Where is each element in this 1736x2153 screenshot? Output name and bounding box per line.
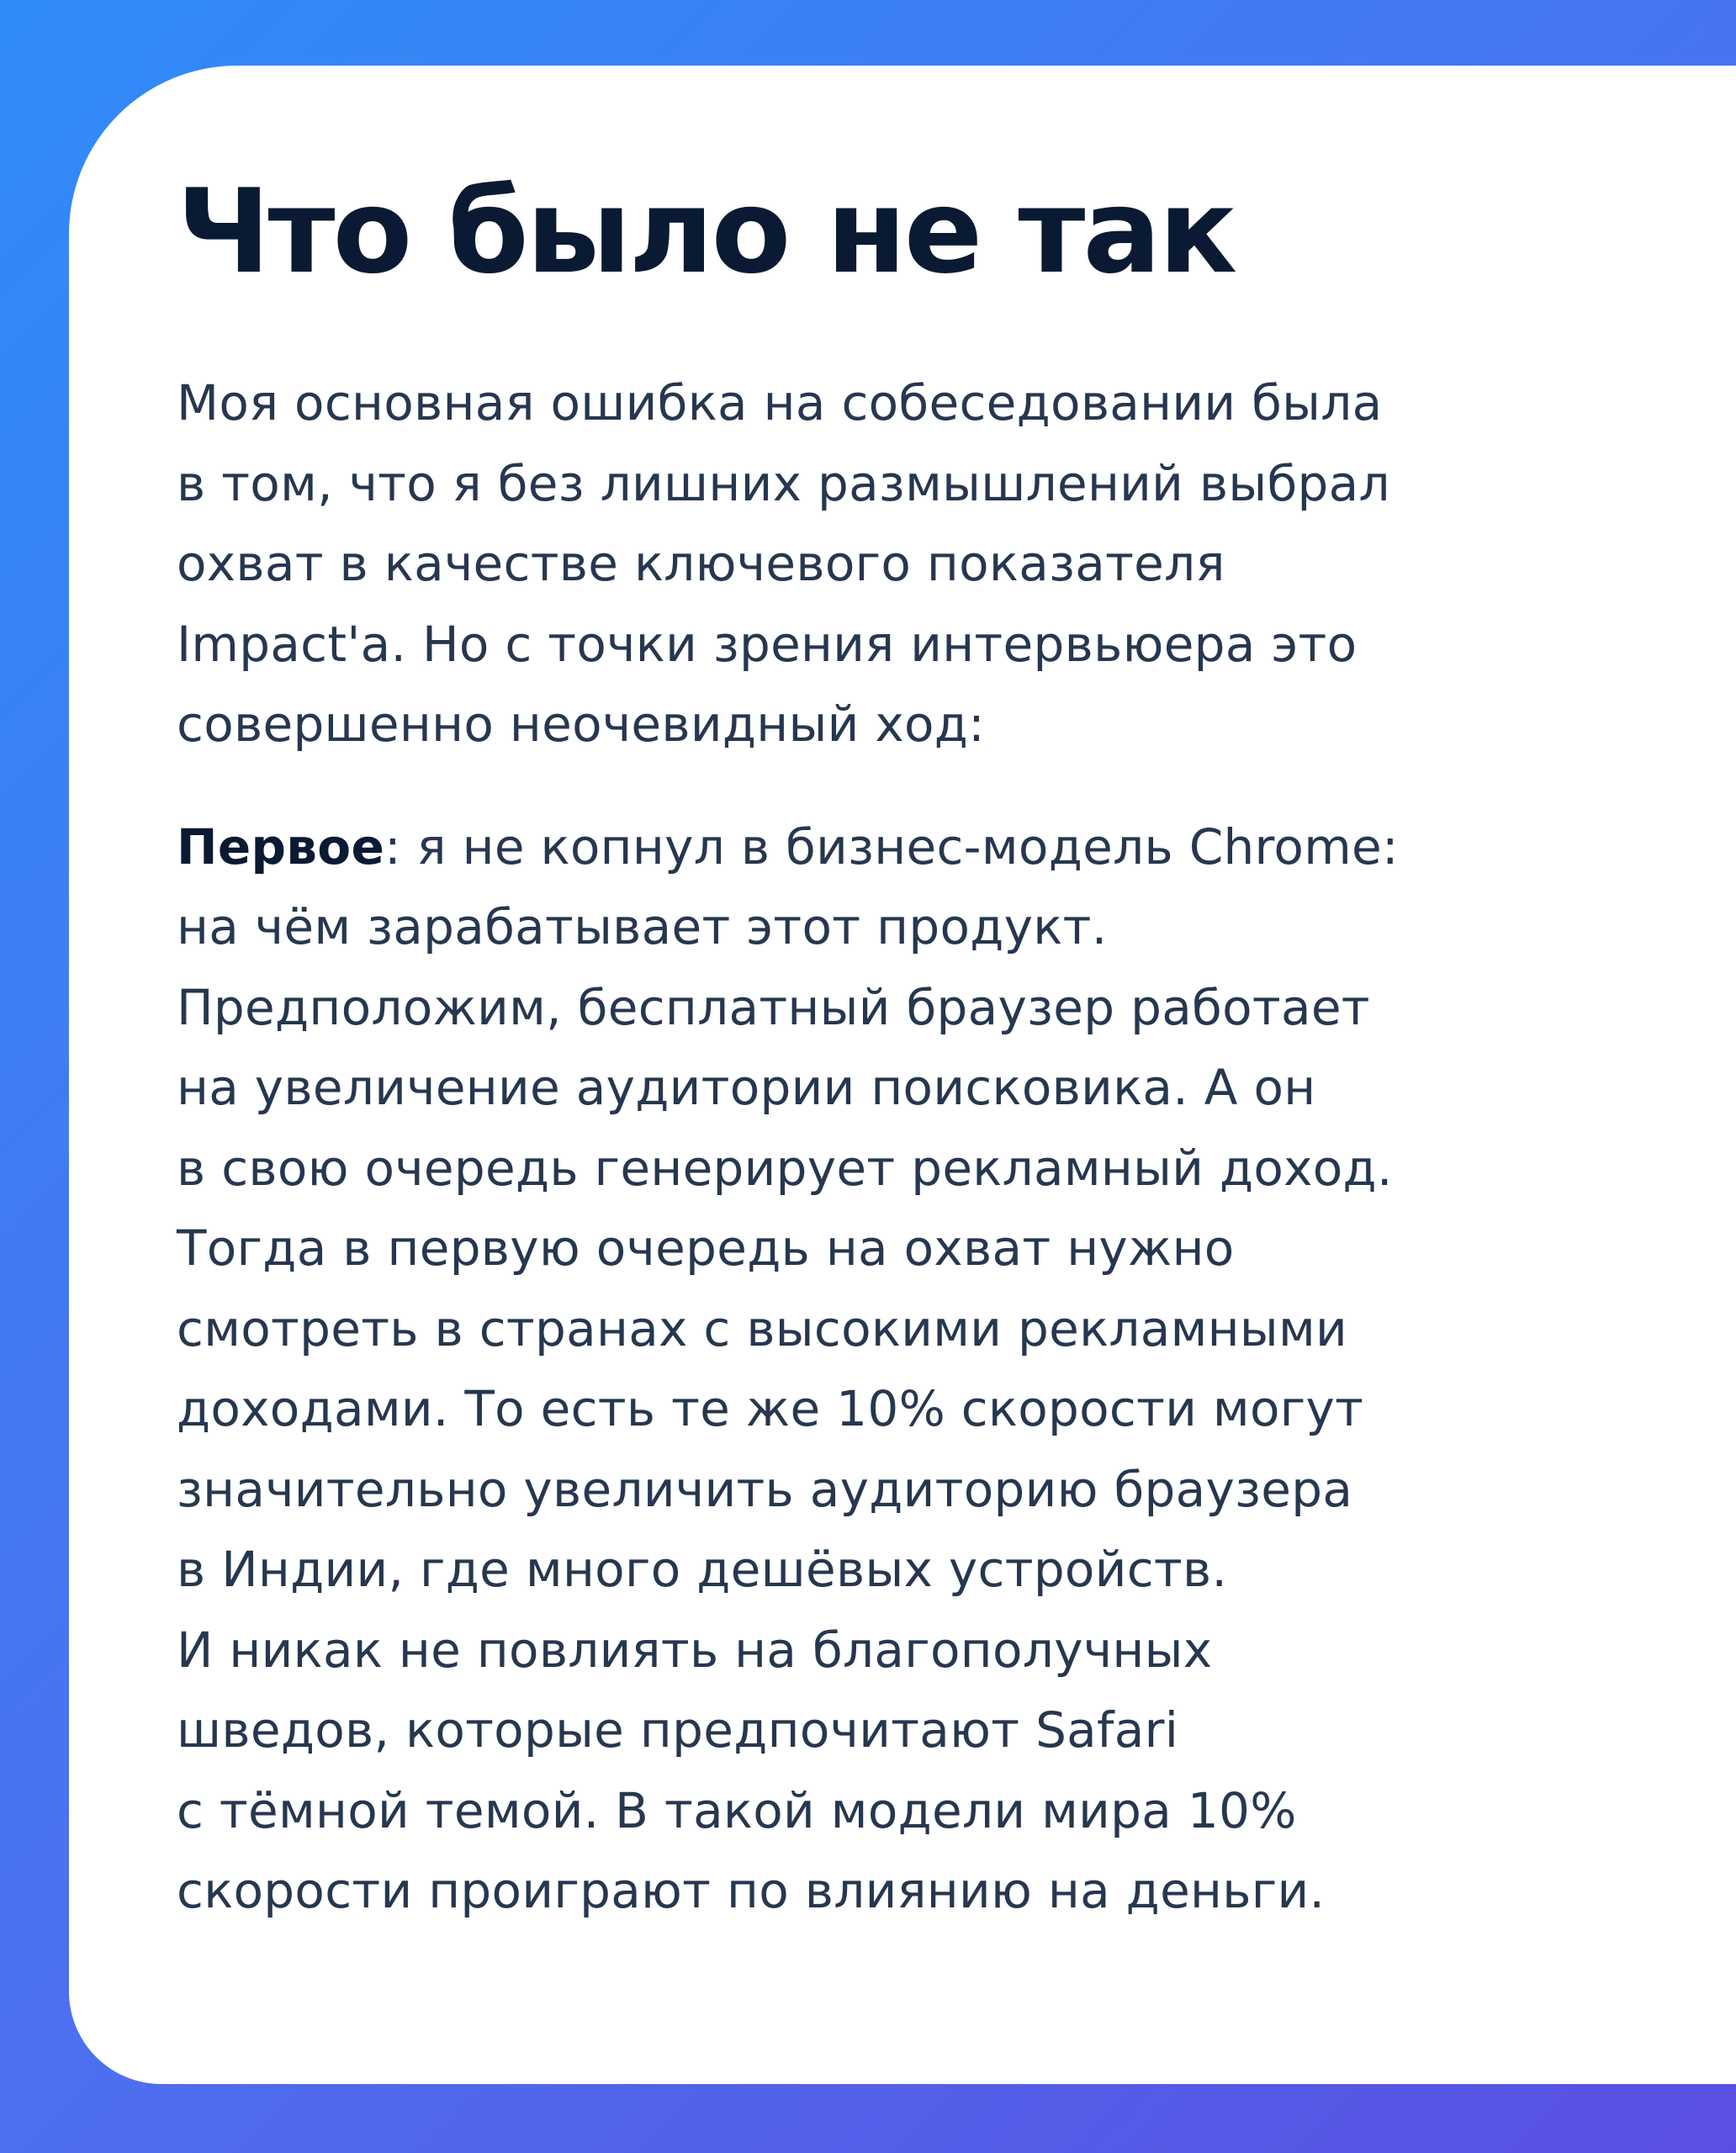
text-line: смотреть в странах с высокими рекламными	[177, 1299, 1348, 1357]
text-line: скорости проиграют по влиянию на деньги.	[177, 1862, 1326, 1919]
text-line: шведов, которые предпочитают Safari	[177, 1701, 1179, 1759]
content-card	[69, 66, 1736, 2084]
text-line	[177, 807, 1736, 888]
text-line: Предположим, бесплатный браузер работает	[177, 978, 1370, 1036]
text-line: охват в качестве ключевого показателя	[177, 535, 1225, 592]
text-line: в Индии, где много дешёвых устройств.	[177, 1541, 1228, 1598]
text-line: совершенно неочевидный ход:	[177, 696, 985, 753]
paragraph-first-point	[177, 807, 1736, 1932]
text-line: Impact'a. Но с точки зрения интервьюера это	[177, 615, 1358, 673]
paragraph-intro	[177, 363, 1736, 765]
text-line: на увеличение аудитории поисковика. А он	[177, 1059, 1316, 1116]
text-line: Моя основная ошибка на собеседовании была	[177, 374, 1383, 431]
text-line: с тёмной темой. В такой модели мира 10%	[177, 1781, 1297, 1839]
page-title: Что было не так	[177, 164, 1236, 299]
text-line: в том, что я без лишних размышлений выбрал	[177, 454, 1390, 512]
text-line: на чём зарабатывает этот продукт.	[177, 898, 1108, 955]
lead-word: Первое	[177, 817, 385, 875]
text-line: доходами. То есть те же 10% скорости могут	[177, 1380, 1364, 1437]
text-line: Тогда в первую очередь на охват нужно	[177, 1219, 1235, 1277]
text-line: значительно увеличить аудиторию браузера	[177, 1460, 1353, 1518]
text-line: И никак не повлиять на благополучных	[177, 1621, 1213, 1679]
text-line: в свою очередь генерирует рекламный доход.	[177, 1139, 1393, 1197]
text-line-rest: : я не копнул в бизнес-модель Chrome:	[384, 817, 1399, 875]
